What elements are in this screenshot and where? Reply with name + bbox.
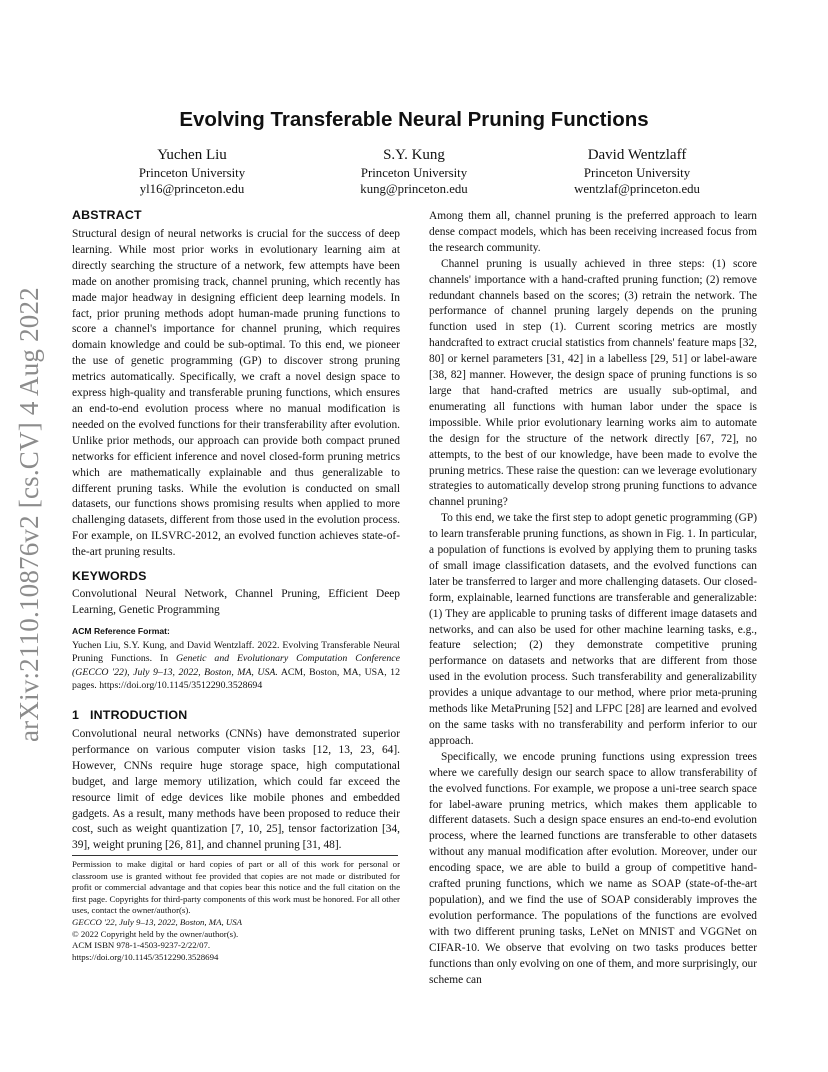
author-name: David Wentzlaff xyxy=(587,147,687,163)
acm-reference-venue: Genetic and Evolutionary Computation Conference (GECCO '22), July 9–13, 2022, Boston, MA, USA. xyxy=(72,653,400,678)
intro-continued xyxy=(429,209,757,988)
permission-notice: Permission to make digital or hard copies of part or all of this work for personal or classroom use is granted without fee provided that copies are not made or distributed for profit or commercial advantage and that copies bear this notice and the full citation on the first page. Copyrights for third-party components of this work must be honored. For all other uses, contact the owner/author(s). xyxy=(72,859,400,916)
acm-reference-publisher: ACM, Boston, MA, USA, 12 pages. https://doi.org/10.1145/3512290.3528694 xyxy=(72,666,400,692)
intro-paragraph: Among them all, channel pruning is the preferred approach to learn dense compact models, which has been receiving increased focus from the research community. xyxy=(429,210,757,254)
acm-reference-authors: Yuchen Liu, S.Y. Kung, and David Wentzlaff. 2022. Evolving Transferable Neural Pruning Functions. In xyxy=(72,640,400,665)
doi-link[interactable]: https://doi.org/10.1145/3512290.3528694 xyxy=(72,951,219,962)
abstract-heading: ABSTRACT xyxy=(72,208,142,222)
author-email[interactable]: kung@princeton.edu xyxy=(360,182,468,196)
author-affiliation: Princeton University xyxy=(138,166,246,180)
author-name: S.Y. Kung xyxy=(383,147,445,163)
paper-title: Evolving Transferable Neural Pruning Functions xyxy=(179,108,649,131)
author-email[interactable]: wentzlaf@princeton.edu xyxy=(574,182,700,196)
author-affiliation: Princeton University xyxy=(583,166,691,180)
isbn-line: ACM ISBN 978-1-4503-9237-2/22/07. xyxy=(72,940,211,951)
author-block xyxy=(527,146,747,197)
intro-paragraph: Convolutional neural networks (CNNs) have demonstrated superior performance on various computer vision tasks [12, 13, 23, 64]. However, CNNs require huge storage space, high computational budget, and large memory utilization, which could far exceed the resource limit of edge devices like mobile phones and embedded gadgets. As a result, many methods have been proposed to reduce their cost, such as weight quantization [7, 10, 25], tensor factorization [34, 39], weight pruning [26, 81], and channel pruning [31, 48]. xyxy=(72,728,400,852)
footnote-divider xyxy=(72,855,398,856)
intro-paragraph: To this end, we take the first step to adopt genetic programming (GP) to learn transferable pruning functions, as shown in Fig. 1. In particular, a population of functions is evolved by applying them to pruning tasks of small image classification datasets, and the evolved functions can later be transferred to larger and more challenging datasets. Our closed-form, explainable, learned functions are transferable and generalizable: (1) They are applicable to pruning tasks of different image datasets and networks, and can also be used for other machine learning tasks, e.g., feature selection; (2) they demonstrate competitive pruning performance on datasets and networks that are different from those used in the evolution process. Such transferability and generalizability provides a unique advantage to our method, where prior meta-pruning methods like MetaPruning [52] and LFPC [28] are learned and evolved on the same tasks with no transferability and perform inferior to our approach. xyxy=(429,512,757,747)
intro-paragraph: Specifically, we encode pruning functions using expression trees where we carefully design our search space to allow transferability of the evolved functions. For example, we propose a uni-tree search space for label-aware pruning metrics, which makes them applicable to different datasets. Such a design space ensures an end-to-end evolution process, where the learned functions are transferable to other datasets without any manual modification after evolution. Moreover, under our encoding space, we are able to build a group of competitive hand-crafted pruning functions, which we name as SOAP (state-of-the-art population), and we find the use of SOAP considerably improves the evolution performance. The populations of the functions are evolved with two different pruning tasks, LeNet on MNIST and VGGNet on CIFAR-10. We observe that evolving on two tasks produces better functions than only evolving on one of them, and more surprisingly, our scheme can xyxy=(429,750,757,986)
author-block xyxy=(82,146,302,197)
acm-reference-heading: ACM Reference Format: xyxy=(72,626,170,636)
conference-info: GECCO '22, July 9–13, 2022, Boston, MA, USA xyxy=(72,916,242,927)
author-affiliation: Princeton University xyxy=(360,166,468,180)
author-name: Yuchen Liu xyxy=(157,147,227,163)
keywords-heading: KEYWORDS xyxy=(72,569,147,583)
arxiv-stamp: arXiv:2110.10876v2 [cs.CV] 4 Aug 2022 xyxy=(14,287,44,742)
author-email[interactable]: yl16@princeton.edu xyxy=(139,182,245,196)
copyright-line: © 2022 Copyright held by the owner/author(s). xyxy=(72,928,239,939)
intro-heading: 1 INTRODUCTION xyxy=(72,708,188,722)
acm-reference-text xyxy=(72,639,400,693)
abstract-text: Structural design of neural networks is crucial for the success of deep learning. While most prior works in evolutionary learning aim at directly searching the structure of a network, few attempts have been made on another promising track, channel pruning, which recently has made major headway in designing efficient deep learning models. In fact, prior pruning methods adopt human-made pruning functions to score a channel's importance for channel pruning, which requires domain knowledge and could be sub-optimal. To this end, we pioneer the use of genetic programming (GP) to discover strong pruning metrics automatically. Specifically, we craft a novel design space to express high-quality and transferable pruning functions, which ensures an end-to-end evolution process where no manual modification is needed on the evolved functions for their transferability after evolution. Unlike prior methods, our approach can provide both compact pruned networks for efficient inference and novel closed-form pruning metrics which are mathematically explainable and thus generalizable to different pruning tasks. While the evolution is conducted on small datasets, our functions shows promising results when applied to more challenging datasets, different from those used in the evolution process. For example, on ILSVRC-2012, an evolved function achieves state-of-the-art pruning results. xyxy=(72,228,400,559)
intro-paragraph: Channel pruning is usually achieved in three steps: (1) score channels' importance with a hand-crafted pruning function; (2) remove redundant channels based on the scores; (3) retrain the network. The performance of channel pruning largely depends on the pruning function used in step (1). Current scoring metrics are mostly handcrafted to extract crucial statistics from channels' feature maps [32, 80] or kernel parameters [31, 42] in a labelless [29, 51] or label-aware [38, 82] manner. However, the design space of pruning functions is so large that hand-crafted metrics are usually sub-optimal, and enumerating all functions with human labor under the space is impossible. While prior evolutionary learning works aim to automate the design for the structure of the network directly [67, 72], no attempts, to the best of our knowledge, have been made to evolve the pruning metrics. These raise the question: can we leverage evolutionary strategies to automatically develop strong pruning functions to advance channel pruning? xyxy=(429,257,757,509)
keywords-text: Convolutional Neural Network, Channel Pruning, Efficient Deep Learning, Genetic Programming xyxy=(72,588,400,616)
author-block xyxy=(304,146,524,197)
footnote xyxy=(72,859,400,963)
